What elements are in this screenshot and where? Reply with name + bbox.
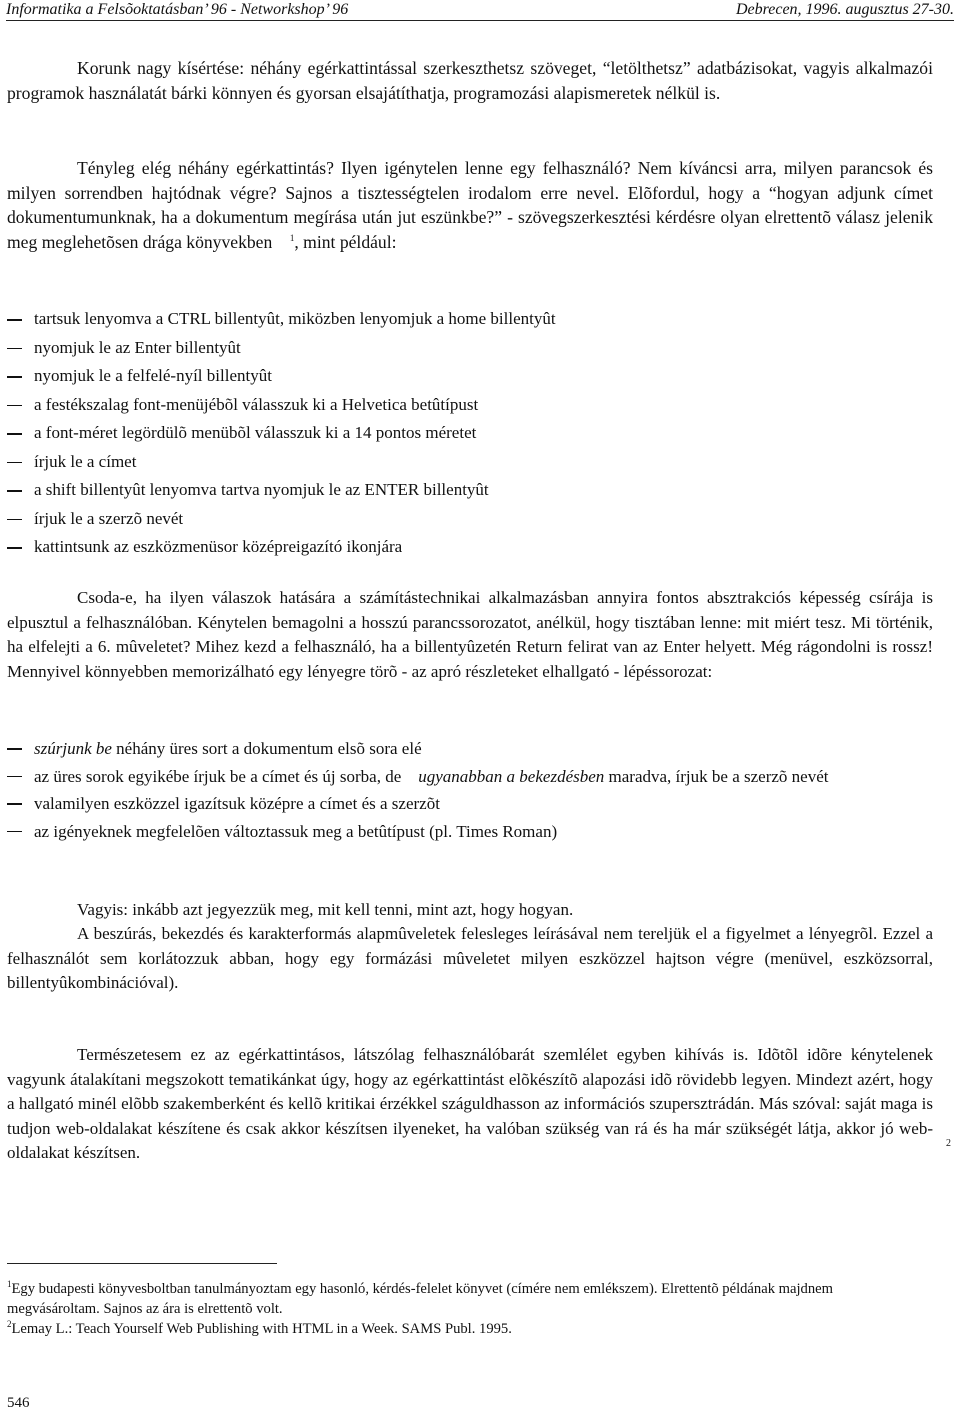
page-header [6,0,954,21]
list-item: a font-méret legördülõ menübõl válasszuk ki a 14 pontos méretet [7,419,947,448]
footnote-2: $^2$Lemay L.: Teach Yourself Web Publishing with HTML in a Week. SAMS Publ. 1995. [7,1319,512,1337]
paragraph-question-text: Tényleg elég néhány egérkattintás? Ilyen igénytelen lenne egy felhasználó? Nem kíváncsi arra, milyen parancsok és milyen sorrendben hajtódnak végre? Sajnos a tisztességtelen irodalom erre nevel. Elõfordul, hogy a “hogyan adjunk címet dokumentumunknak, ha a dokumentum megírása után jut eszünkbe?” - szövegszerkesztési kérdésre olyan elrettentõ válasz jelenik meg meglehetõsen drága könyvekben [7,158,933,252]
dash-bullet [7,519,22,521]
list-item: az igényeknek megfelelõen változtassuk meg a betûtípust (pl. Times Roman) [7,819,947,844]
footnote-ref-1: 1 [289,232,295,243]
dash-bullet [7,803,22,805]
list-item: az üres sorok egyikébe írjuk be a címet és új sorba, de ugyanabban a bekezdésben maradva, írjuk be a szerzõ nevét [7,764,947,789]
list-item: szúrjunk be néhány üres sort a dokumentum elsõ sora elé [7,736,947,761]
dash-bullet [7,776,22,778]
emphasis: szúrjunk be [34,739,112,758]
paragraph-intro [7,56,933,105]
dash-bullet [7,831,22,833]
list-item: kattintsunk az eszközmenüsor középreigazító ikonjára [7,533,947,562]
paragraph-challenge-text: Természetesem ez az egérkattintásos, látszólag felhasználóbarát szemlélet egyben kihívás is. Idõtõl idõre kénytelenek vagyunk átalakítani megszokott tematikánkat úgy, hogy az egérkattintást elõkészítõ alapozási idõ rövidebb legyen. Mindezt azért, hogy a hallgató minél elõbb szakemberként és kellõ kritikai érzékkel száguldhasson az információs szupersztrádán. Más szóval: saját maga is tudjon web-oldalakat készítene és csak akkor készítsen ilyeneket, ha valóban szükség van rá és ha már szükségét látja, akkor jó web-oldalakat készítsen. [7,1045,933,1162]
dash-bullet [7,348,22,350]
dash-bullet [7,376,22,378]
paragraph-intro-text: Korunk nagy kísértése: néhány egérkattintással szerkeszthetsz szöveget, “letölthetsz” adatbázisokat, vagyis alkalmazói programok használatát bárki könnyen és gyorsan elsajátíthatja, programozási alapismeretek nélkül is. [7,58,933,103]
footnote-divider [7,1263,277,1264]
dash-bullet [7,405,22,407]
bad-steps-list [7,305,947,562]
footnotes [7,1279,907,1339]
paragraph-summary [7,898,933,923]
header-place-date: Debrecen, 1996. augusztus 27-30. [735,1,954,18]
list-item: írjuk le a szerzõ nevét [7,505,947,534]
list-item: a shift billentyût lenyomva tartva nyomjuk le az ENTER billentyût [7,476,947,505]
dash-bullet [7,490,22,492]
list-item: tartsuk lenyomva a CTRL billentyût, miközben lenyomjuk a home billentyût [7,305,947,334]
paragraph-operations-text: A beszúrás, bekezdés és karakterformás alapmûveletek felesleges leírásával nem tereljük el a figyelmet a lényegrõl. Ezzel a felhasználót sem korlátozzuk abban, hogy egy formázási mûveletet milyen eszközzel hajtson végre (menüvel, eszközsorral, billentyûkombinációval). [7,924,933,992]
dash-bullet [7,462,22,464]
paragraph-challenge [7,1043,933,1166]
list-item: valamilyen eszközzel igazítsuk középre a címet és a szerzõt [7,791,947,816]
footnote-1: $^1$Egy budapesti könyvesboltban tanulmányoztam egy hasonló, kérdés-felelet könyvet (címére nem emlékszem). Elrettentõ példának majdnem megvásároltam. Sajnos az ára is elrettentõ volt. [7,1279,833,1317]
paragraph-wonder-text: Csoda-e, ha ilyen válaszok hatására a számítástechnikai alkalmazásban annyira fontos absztrakciós képesség csírája is elpusztul a felhasználóban. Kénytelen bemagolni a hosszú parancssorozatot, anélkül, hogy tisztában lenne: mit miért tesz. Mi történik, ha elfelejti a 6. mûveletet? Mihez kezd a felhasználó, ha a billentyûzetén Return felirat van az Enter helyett. Még rágondolni is rossz! Mennyivel könnyebben memorizálható egy lényegre törõ - az apró részleteket elhallgató - lépéssorozat: [7,588,933,681]
paragraph-operations [7,922,933,996]
good-steps-list [7,736,947,846]
paragraph-question-tail: , mint például: [294,231,397,252]
list-item: nyomjuk le a felfelé-nyíl billentyût [7,362,947,391]
paragraph-wonder [7,586,933,684]
dash-bullet [7,433,22,435]
list-item: nyomjuk le az Enter billentyût [7,334,947,363]
dash-bullet [7,547,22,549]
list-item: írjuk le a címet [7,448,947,477]
list-item: a festékszalag font-menüjébõl válasszuk ki a Helvetica betûtípust [7,391,947,420]
dash-bullet [7,748,22,750]
page-number: 546 [7,1395,30,1411]
dash-bullet [7,319,22,321]
emphasis: ugyanabban a bekezdésben [418,766,605,786]
header-conference: Informatika a Felsõoktatásban’ 96 - Networkshop’ 96 [6,1,349,18]
paragraph-summary-text: Vagyis: inkább azt jegyezzük meg, mit kell tenni, mint azt, hogy hogyan. [77,900,574,919]
paragraph-question [7,156,933,254]
